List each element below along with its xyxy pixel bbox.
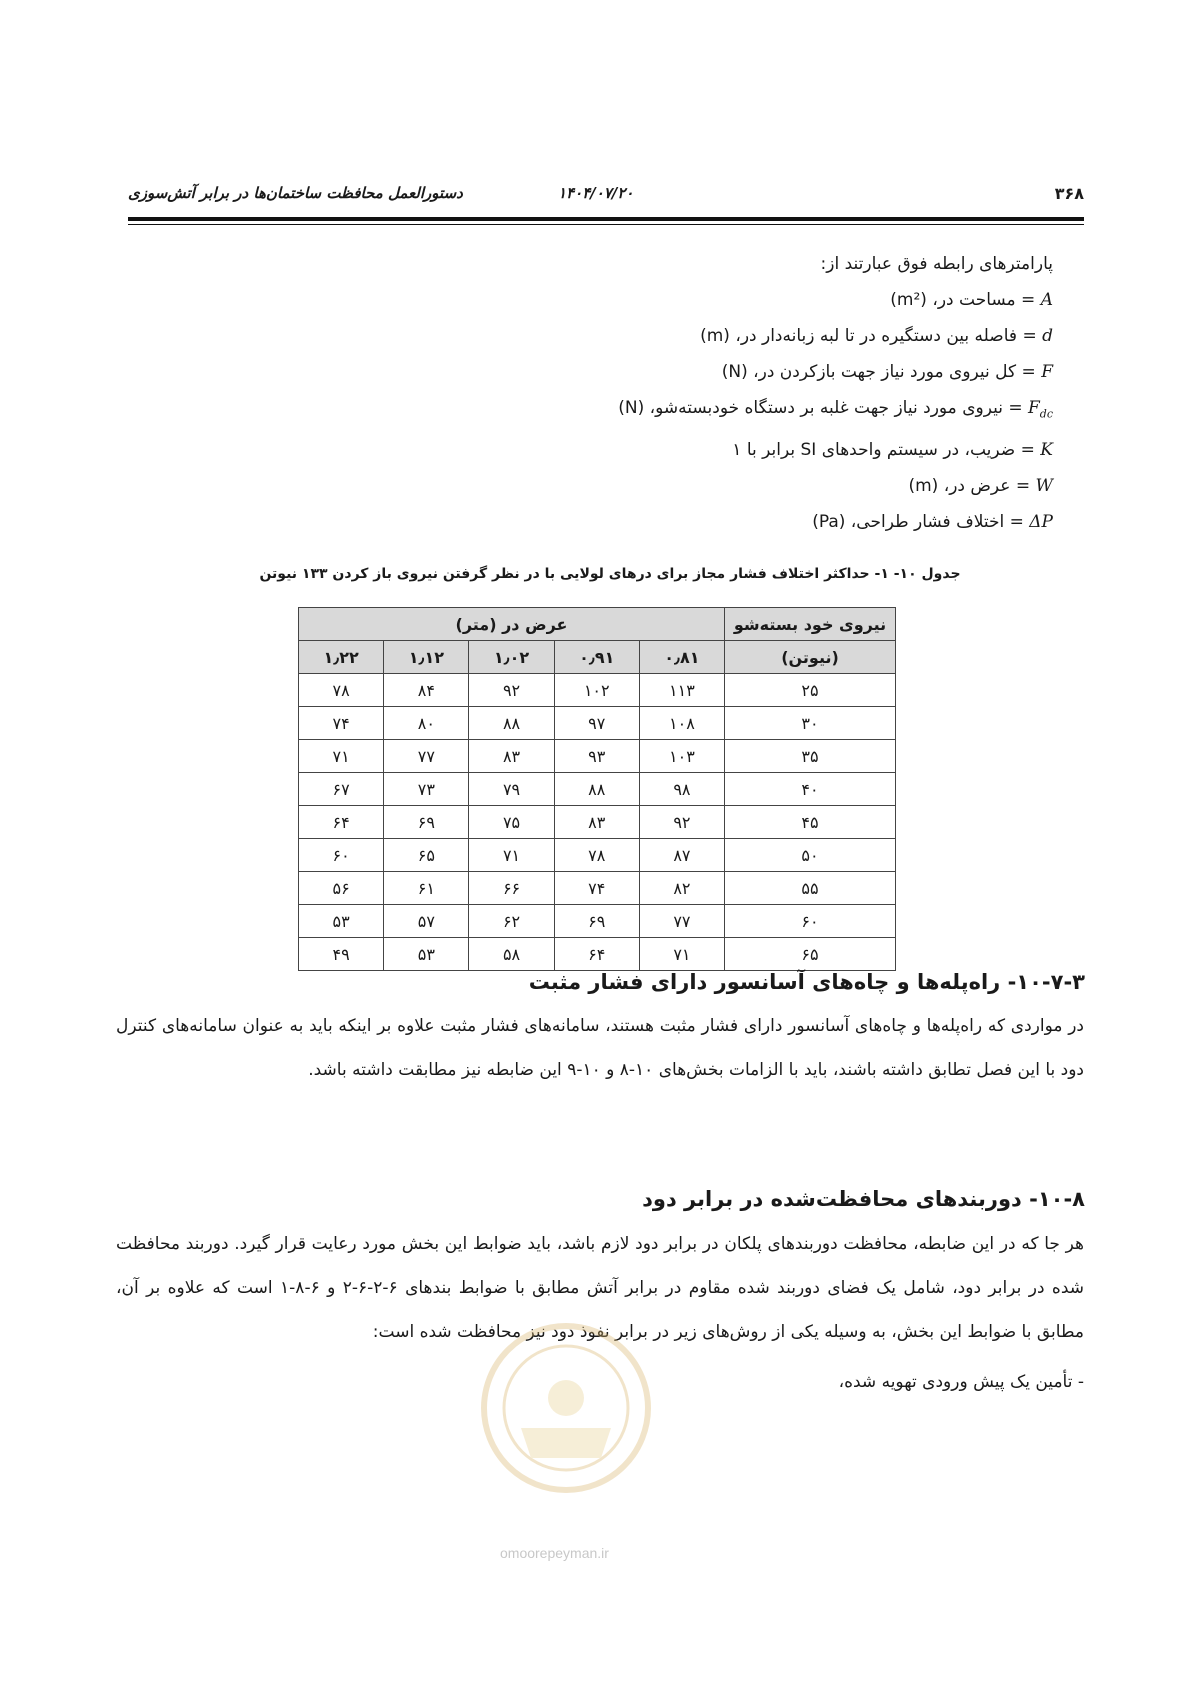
running-header xyxy=(128,184,1084,212)
width-header: عرض در (متر) xyxy=(299,608,725,641)
section-heading-10-7-3: ۱۰-۷-۳- راه‌پله‌ها و چاه‌های آسانسور دارای فشار مثبت xyxy=(528,970,1085,994)
pressure-cell: ۱۰۲ xyxy=(554,674,639,707)
parameter-symbol: F xyxy=(1028,398,1040,418)
parameter-subscript: dc xyxy=(1039,407,1053,421)
pressure-cell: ۱۱۳ xyxy=(639,674,724,707)
pressure-cell: ۹۸ xyxy=(639,773,724,806)
parameter-symbol: F xyxy=(1041,362,1053,382)
width-column-header: ۱٫۰۲ xyxy=(469,641,554,674)
force-cell: ۴۵ xyxy=(725,806,896,839)
pressure-cell: ۶۵ xyxy=(384,839,469,872)
paragraph: در مواردی که راه‌پله‌ها و چاه‌های آسانسور دارای فشار مثبت هستند، سامانه‌های فشار مثبت علاوه بر اینکه باید به عنوان سامانه‌های کنترل دود با این فصل تطابق داشته باشند، باید با الزامات بخش‌های ۱۰-۸ و ۱۰-۹ این ضابطه نیز مطابقت داشته باشد. xyxy=(116,1016,1084,1080)
pressure-cell: ۵۸ xyxy=(469,938,554,971)
header-date: ۱۴۰۴/۰۷/۲۰ xyxy=(558,184,634,202)
table-row xyxy=(299,905,896,938)
pressure-cell: ۷۸ xyxy=(299,674,384,707)
pressure-cell: ۵۳ xyxy=(299,905,384,938)
force-cell: ۶۵ xyxy=(725,938,896,971)
parameter-description: = کل نیروی مورد نیاز جهت بازکردن در، (N) xyxy=(721,362,1042,382)
pressure-cell: ۴۹ xyxy=(299,938,384,971)
pressure-cell: ۶۴ xyxy=(554,938,639,971)
parameter-symbol: W xyxy=(1035,476,1053,497)
parameter-symbol: A xyxy=(1040,290,1053,310)
paragraph: هر جا که در این ضابطه، محافظت دوربندهای پلکان در برابر دود لازم باشد، باید ضوابط این بخش مورد رعایت قرار گیرد. دوربند محافظت شده در برابر دود، شامل یک فضای دوربند شده مقاوم در برابر آتش مطابق با ضوابط بندهای ۶-۲-۶-۲ و ۶-۸-۱ است که علاوه بر آن، مطابق با ضوابط این بخش، به وسیله یکی از روش‌های زیر در برابر نفوذ دود نیز محافظت شده است: xyxy=(116,1234,1084,1342)
table-row xyxy=(299,806,896,839)
parameter-intro: پارامترهای رابطه فوق عبارتند از: xyxy=(820,254,1053,274)
force-unit-header: (نیوتن) xyxy=(725,641,896,674)
pressure-cell: ۶۴ xyxy=(299,806,384,839)
pressure-cell: ۸۴ xyxy=(384,674,469,707)
parameter-item xyxy=(353,354,1053,390)
parameter-description: = ضریب، در سیستم واحدهای SI برابر با ۱ xyxy=(732,440,1041,461)
parameter-list xyxy=(353,246,1053,540)
pressure-cell: ۷۸ xyxy=(554,839,639,872)
table-row xyxy=(299,872,896,905)
parameter-item xyxy=(353,504,1053,540)
pressure-cell: ۸۸ xyxy=(469,707,554,740)
width-column-header: ۰٫۸۱ xyxy=(639,641,724,674)
bullet-item: - تأمین یک پیش ورودی تهویه شده، xyxy=(838,1372,1084,1392)
pressure-cell: ۷۳ xyxy=(384,773,469,806)
pressure-cell: ۷۷ xyxy=(639,905,724,938)
parameter-description: = مساحت در، (m²) xyxy=(890,290,1041,310)
pressure-table xyxy=(298,607,896,971)
pressure-cell: ۵۶ xyxy=(299,872,384,905)
pressure-cell: ۶۰ xyxy=(299,839,384,872)
parameter-symbol: ΔP xyxy=(1029,512,1053,533)
parameter-symbol: d xyxy=(1042,326,1053,346)
parameter-item xyxy=(353,282,1053,318)
page-number: ۳۶۸ xyxy=(1054,184,1084,203)
pressure-cell: ۷۷ xyxy=(384,740,469,773)
pressure-cell: ۷۱ xyxy=(299,740,384,773)
section-heading-10-8: ۱۰-۸- دوربندهای محافظت‌شده در برابر دود xyxy=(642,1187,1085,1211)
pressure-cell: ۶۲ xyxy=(469,905,554,938)
force-header: نیروی خود بسته‌شو xyxy=(725,608,896,641)
force-cell: ۲۵ xyxy=(725,674,896,707)
pressure-cell: ۵۳ xyxy=(384,938,469,971)
pressure-cell: ۹۷ xyxy=(554,707,639,740)
pressure-cell: ۶۹ xyxy=(554,905,639,938)
force-cell: ۵۰ xyxy=(725,839,896,872)
table-row xyxy=(299,773,896,806)
force-cell: ۴۰ xyxy=(725,773,896,806)
pressure-cell: ۷۹ xyxy=(469,773,554,806)
parameter-description: = نیروی مورد نیاز جهت غلبه بر دستگاه خودبسته‌شو، (N) xyxy=(618,398,1028,418)
pressure-cell: ۶۷ xyxy=(299,773,384,806)
table-row xyxy=(299,707,896,740)
table-caption: جدول ۱۰- ۱- حداکثر اختلاف فشار مجاز برای درهای لولایی با در نظر گرفتن نیروی باز کردن ۱۳۳ نیوتن xyxy=(259,566,961,582)
parameter-item xyxy=(353,432,1053,468)
table-row xyxy=(299,839,896,872)
table-row xyxy=(299,938,896,971)
pressure-cell: ۹۲ xyxy=(639,806,724,839)
pressure-cell: ۸۳ xyxy=(554,806,639,839)
pressure-cell: ۸۰ xyxy=(384,707,469,740)
width-column-header: ۰٫۹۱ xyxy=(554,641,639,674)
header-rule-thick xyxy=(128,217,1084,221)
parameter-description: = اختلاف فشار طراحی، (Pa) xyxy=(812,512,1030,533)
pressure-cell: ۷۴ xyxy=(554,872,639,905)
width-column-header: ۱٫۱۲ xyxy=(384,641,469,674)
pressure-cell: ۸۸ xyxy=(554,773,639,806)
pressure-cell: ۶۱ xyxy=(384,872,469,905)
pressure-cell: ۸۳ xyxy=(469,740,554,773)
header-rule-thin xyxy=(128,224,1084,225)
pressure-cell: ۷۴ xyxy=(299,707,384,740)
book-title: دستورالعمل محافظت ساختمان‌ها در برابر آتش‌سوزی xyxy=(128,184,463,202)
watermark-text: omoorepeyman.ir xyxy=(500,1545,609,1561)
table-row xyxy=(299,674,896,707)
pressure-cell: ۸۷ xyxy=(639,839,724,872)
parameter-item xyxy=(353,390,1053,432)
force-cell: ۳۰ xyxy=(725,707,896,740)
parameter-symbol: K xyxy=(1040,440,1053,461)
pressure-cell: ۶۹ xyxy=(384,806,469,839)
force-cell: ۶۰ xyxy=(725,905,896,938)
seal-watermark-icon xyxy=(476,1318,656,1498)
table-row xyxy=(299,740,896,773)
pressure-cell: ۷۱ xyxy=(469,839,554,872)
pressure-cell: ۹۳ xyxy=(554,740,639,773)
parameter-item xyxy=(353,318,1053,354)
pressure-cell: ۸۲ xyxy=(639,872,724,905)
pressure-cell: ۱۰۳ xyxy=(639,740,724,773)
force-cell: ۳۵ xyxy=(725,740,896,773)
parameter-item xyxy=(353,468,1053,504)
pressure-cell: ۷۱ xyxy=(639,938,724,971)
force-cell: ۵۵ xyxy=(725,872,896,905)
pressure-cell: ۷۵ xyxy=(469,806,554,839)
parameter-description: = عرض در، (m) xyxy=(908,476,1036,497)
pressure-cell: ۵۷ xyxy=(384,905,469,938)
pressure-cell: ۹۲ xyxy=(469,674,554,707)
parameter-description: = فاصله بین دستگیره در تا لبه زبانه‌دار در، (m) xyxy=(700,326,1043,346)
pressure-cell: ۶۶ xyxy=(469,872,554,905)
width-column-header: ۱٫۲۲ xyxy=(299,641,384,674)
section-body-10-7-3 xyxy=(116,1004,1084,1092)
pressure-cell: ۱۰۸ xyxy=(639,707,724,740)
